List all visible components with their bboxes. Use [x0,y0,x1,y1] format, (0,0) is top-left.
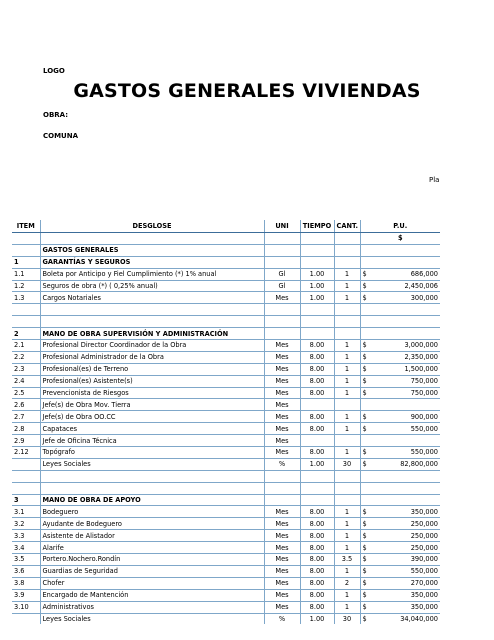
truncated-label: Pla [429,176,440,184]
section-title: GARANTÍAS Y SEGUROS [40,256,264,268]
item-currency: $ [360,363,372,375]
empty-cell [300,494,334,506]
item-cantidad: 30 [334,613,360,624]
item-currency [360,435,372,447]
item-precio-unitario: 750,000 [372,387,440,399]
empty-cell [40,316,264,328]
item-precio-unitario: 1,500,000 [372,363,440,375]
item-precio-unitario [372,435,440,447]
item-currency: $ [360,565,372,577]
item-unit: Mes [264,351,300,363]
item-description: Topógrafo [40,447,264,459]
table-row [12,292,440,304]
item-unit: Mes [264,518,300,530]
empty-cell [334,233,360,245]
item-code: 3.5 [12,554,40,566]
col-header-cant: CANT. [334,220,360,233]
empty-cell [334,304,360,316]
item-cantidad: 1 [334,530,360,542]
empty-cell [264,256,300,268]
item-currency: $ [360,411,372,423]
item-description: Jefe de Oficina Técnica [40,435,264,447]
comuna-label: COMUNA [43,132,79,140]
col-header-uni: UNI [264,220,300,233]
empty-cell [360,494,372,506]
item-unit: Mes [264,530,300,542]
col-header-item: ITEM [12,220,40,233]
item-code: 3.8 [12,577,40,589]
empty-cell [360,316,372,328]
item-unit: Mes [264,363,300,375]
item-cantidad: 1 [334,351,360,363]
item-currency: $ [360,351,372,363]
empty-cell [300,233,334,245]
item-description: Encargado de Mantención [40,589,264,601]
item-tiempo: 8.00 [300,363,334,375]
item-currency: $ [360,375,372,387]
empty-cell [264,494,300,506]
empty-cell [264,470,300,482]
item-unit: Mes [264,435,300,447]
section-header-row [12,256,440,268]
empty-cell [334,316,360,328]
item-cantidad [334,399,360,411]
empty-cell [300,482,334,494]
item-unit: Mes [264,292,300,304]
item-description: Profesional Director Coordinador de la Obra [40,340,264,352]
item-cantidad: 1 [334,447,360,459]
obra-label: OBRA: [43,111,69,119]
empty-cell [40,304,264,316]
item-tiempo: 8.00 [300,423,334,435]
item-precio-unitario: 34,040,000 [372,613,440,624]
cost-table [12,220,440,624]
empty-cell [334,470,360,482]
item-tiempo: 8.00 [300,565,334,577]
item-precio-unitario: 250,000 [372,542,440,554]
item-precio-unitario: 350,000 [372,601,440,613]
item-description: Asistente de Alistador [40,530,264,542]
table-header-row [12,220,440,233]
item-currency: $ [360,613,372,624]
item-cantidad: 1 [334,387,360,399]
item-currency: $ [360,423,372,435]
item-description: Guardias de Seguridad [40,565,264,577]
item-tiempo: 8.00 [300,375,334,387]
item-currency: $ [360,518,372,530]
item-currency [360,399,372,411]
item-tiempo [300,435,334,447]
item-currency: $ [360,542,372,554]
item-currency: $ [360,387,372,399]
item-cantidad: 1 [334,292,360,304]
item-unit: Gl [264,280,300,292]
item-unit: % [264,458,300,470]
item-precio-unitario: 390,000 [372,554,440,566]
item-description: Jefe(s) de Obra Mov. Tierra [40,399,264,411]
empty-cell [264,244,300,256]
item-code: 3.2 [12,518,40,530]
table-row [12,268,440,280]
item-tiempo: 8.00 [300,506,334,518]
item-unit: Mes [264,411,300,423]
item-description: Bodeguero [40,506,264,518]
item-description: Profesional(es) Asistente(s) [40,375,264,387]
item-code: 2.1 [12,340,40,352]
item-description: Cargos Notariales [40,292,264,304]
empty-cell [360,482,372,494]
empty-cell [12,482,40,494]
item-precio-unitario: 350,000 [372,589,440,601]
empty-cell [372,244,440,256]
item-cantidad: 1 [334,589,360,601]
table-row [12,387,440,399]
empty-cell [40,233,264,245]
currency-symbol: $ [360,233,440,245]
item-precio-unitario: 82,800,000 [372,458,440,470]
item-tiempo: 8.00 [300,542,334,554]
item-description: Prevencionista de Riesgos [40,387,264,399]
section-number: 3 [12,494,40,506]
empty-cell [334,482,360,494]
empty-cell [360,244,372,256]
section-number: 1 [12,256,40,268]
item-description: Jefe(s) de Obra OO.CC [40,411,264,423]
section-number [12,244,40,256]
item-description: Chofer [40,577,264,589]
table-row [12,363,440,375]
item-unit: Mes [264,577,300,589]
logo-placeholder: LOGO [43,67,65,75]
item-precio-unitario: 900,000 [372,411,440,423]
empty-cell [12,470,40,482]
empty-cell [334,256,360,268]
item-description: Capataces [40,423,264,435]
item-description: Administrativos [40,601,264,613]
item-tiempo: 8.00 [300,577,334,589]
spacer-row [12,304,440,316]
item-unit: Gl [264,268,300,280]
item-code: 2.3 [12,363,40,375]
item-tiempo: 8.00 [300,351,334,363]
empty-cell [300,316,334,328]
item-cantidad: 1 [334,411,360,423]
item-code: 3.4 [12,542,40,554]
item-precio-unitario [372,399,440,411]
item-unit: Mes [264,565,300,577]
empty-cell [300,256,334,268]
table-row [12,506,440,518]
empty-cell [12,233,40,245]
item-description: Leyes Sociales [40,458,264,470]
item-cantidad: 1 [334,565,360,577]
table-row [12,423,440,435]
table-row [12,280,440,292]
item-description: Profesional Administrador de la Obra [40,351,264,363]
section-header-row [12,494,440,506]
item-code: 2.12 [12,447,40,459]
empty-cell [264,328,300,340]
col-header-tiempo: TIEMPO [300,220,334,233]
table-row [12,613,440,624]
item-precio-unitario: 550,000 [372,447,440,459]
item-currency: $ [360,292,372,304]
item-precio-unitario: 550,000 [372,423,440,435]
spacer-row [12,316,440,328]
empty-cell [360,304,372,316]
col-header-pu: P.U. [360,220,440,233]
item-tiempo: 1.00 [300,613,334,624]
section-header-row [12,328,440,340]
empty-cell [372,482,440,494]
item-code [12,458,40,470]
empty-cell [360,256,372,268]
empty-cell [334,494,360,506]
empty-cell [372,304,440,316]
item-precio-unitario: 350,000 [372,506,440,518]
item-cantidad: 1 [334,506,360,518]
item-currency: $ [360,601,372,613]
table-row [12,458,440,470]
item-cantidad: 1 [334,268,360,280]
item-code: 1.3 [12,292,40,304]
item-unit: Mes [264,375,300,387]
table-row [12,554,440,566]
table-row [12,530,440,542]
item-unit: % [264,613,300,624]
empty-cell [300,470,334,482]
item-currency: $ [360,340,372,352]
item-unit: Mes [264,589,300,601]
table-row [12,351,440,363]
item-precio-unitario: 3,000,000 [372,340,440,352]
section-number: 2 [12,328,40,340]
item-precio-unitario: 2,450,006 [372,280,440,292]
table-row [12,518,440,530]
item-code: 2.6 [12,399,40,411]
item-precio-unitario: 270,000 [372,577,440,589]
empty-cell [300,328,334,340]
item-currency: $ [360,577,372,589]
section-title: MANO DE OBRA DE APOYO [40,494,264,506]
empty-cell [372,328,440,340]
item-code: 2.2 [12,351,40,363]
item-tiempo: 8.00 [300,447,334,459]
item-tiempo: 8.00 [300,518,334,530]
item-description: Ayudante de Bodeguero [40,518,264,530]
empty-cell [300,244,334,256]
empty-cell [40,482,264,494]
item-cantidad: 1 [334,601,360,613]
item-unit: Mes [264,542,300,554]
empty-cell [264,316,300,328]
item-tiempo: 8.00 [300,411,334,423]
item-tiempo: 8.00 [300,554,334,566]
table-body [12,220,440,624]
col-header-desglose: DESGLOSE [40,220,264,233]
item-unit: Mes [264,506,300,518]
empty-cell [264,304,300,316]
item-cantidad: 1 [334,375,360,387]
item-code: 2.9 [12,435,40,447]
item-currency: $ [360,589,372,601]
item-cantidad: 2 [334,577,360,589]
table-row [12,565,440,577]
item-code: 2.7 [12,411,40,423]
item-description: Profesional(es) de Terreno [40,363,264,375]
item-precio-unitario: 2,350,000 [372,351,440,363]
item-code: 2.5 [12,387,40,399]
item-code [12,613,40,624]
item-code: 1.2 [12,280,40,292]
empty-cell [372,256,440,268]
item-unit: Mes [264,447,300,459]
item-precio-unitario: 750,000 [372,375,440,387]
item-cantidad: 1 [334,542,360,554]
empty-cell [12,316,40,328]
item-code: 2.4 [12,375,40,387]
item-tiempo: 8.00 [300,530,334,542]
empty-cell [334,244,360,256]
spacer-row [12,482,440,494]
empty-cell [264,482,300,494]
table-row [12,601,440,613]
table-row [12,589,440,601]
item-tiempo: 8.00 [300,601,334,613]
item-description: Boleta por Anticipo y Fiel Cumplimiento (*) 1% anual [40,268,264,280]
item-unit: Mes [264,340,300,352]
item-currency: $ [360,506,372,518]
item-currency: $ [360,280,372,292]
item-tiempo: 1.00 [300,292,334,304]
item-currency: $ [360,530,372,542]
table-row [12,411,440,423]
item-description: Portero.Nochero.Rondín [40,554,264,566]
item-unit: Mes [264,601,300,613]
table-row [12,542,440,554]
empty-cell [360,470,372,482]
empty-cell [360,328,372,340]
item-currency: $ [360,554,372,566]
item-code: 3.9 [12,589,40,601]
item-cantidad: 1 [334,280,360,292]
item-cantidad: 1 [334,363,360,375]
item-cantidad: 1 [334,340,360,352]
page-title: GASTOS GENERALES VIVIENDAS [73,80,421,102]
item-cantidad: 30 [334,458,360,470]
item-tiempo: 8.00 [300,340,334,352]
item-precio-unitario: 686,000 [372,268,440,280]
item-code: 3.6 [12,565,40,577]
section-title: MANO DE OBRA SUPERVISIÓN Y ADMINISTRACIÓN [40,328,264,340]
item-tiempo: 8.00 [300,387,334,399]
empty-cell [264,233,300,245]
empty-cell [372,470,440,482]
empty-cell [40,470,264,482]
item-currency: $ [360,268,372,280]
item-code: 3.1 [12,506,40,518]
item-cantidad: 3.5 [334,554,360,566]
item-code: 2.8 [12,423,40,435]
item-unit: Mes [264,423,300,435]
table-row [12,340,440,352]
table-row [12,447,440,459]
item-unit: Mes [264,399,300,411]
spacer-row [12,470,440,482]
item-precio-unitario: 300,000 [372,292,440,304]
item-description: Seguros de obra (*) ( 0,25% anual) [40,280,264,292]
item-description: Leyes Sociales [40,613,264,624]
item-code: 3.10 [12,601,40,613]
item-currency: $ [360,447,372,459]
currency-row [12,233,440,245]
empty-cell [372,494,440,506]
item-precio-unitario: 550,000 [372,565,440,577]
item-description: Alarife [40,542,264,554]
item-precio-unitario: 250,000 [372,518,440,530]
section-title: GASTOS GENERALES [40,244,264,256]
item-code: 3.3 [12,530,40,542]
item-cantidad: 1 [334,423,360,435]
item-unit: Mes [264,387,300,399]
item-tiempo: 1.00 [300,280,334,292]
item-tiempo: 1.00 [300,458,334,470]
item-code: 1.1 [12,268,40,280]
item-cantidad [334,435,360,447]
empty-cell [372,316,440,328]
section-header-row [12,244,440,256]
item-currency: $ [360,458,372,470]
item-unit: Mes [264,554,300,566]
item-precio-unitario: 250,000 [372,530,440,542]
empty-cell [12,304,40,316]
empty-cell [300,304,334,316]
table-row [12,375,440,387]
item-tiempo: 1.00 [300,268,334,280]
item-tiempo: 8.00 [300,589,334,601]
table-row [12,399,440,411]
item-tiempo [300,399,334,411]
table-row [12,435,440,447]
item-cantidad: 1 [334,518,360,530]
empty-cell [334,328,360,340]
table-row [12,577,440,589]
